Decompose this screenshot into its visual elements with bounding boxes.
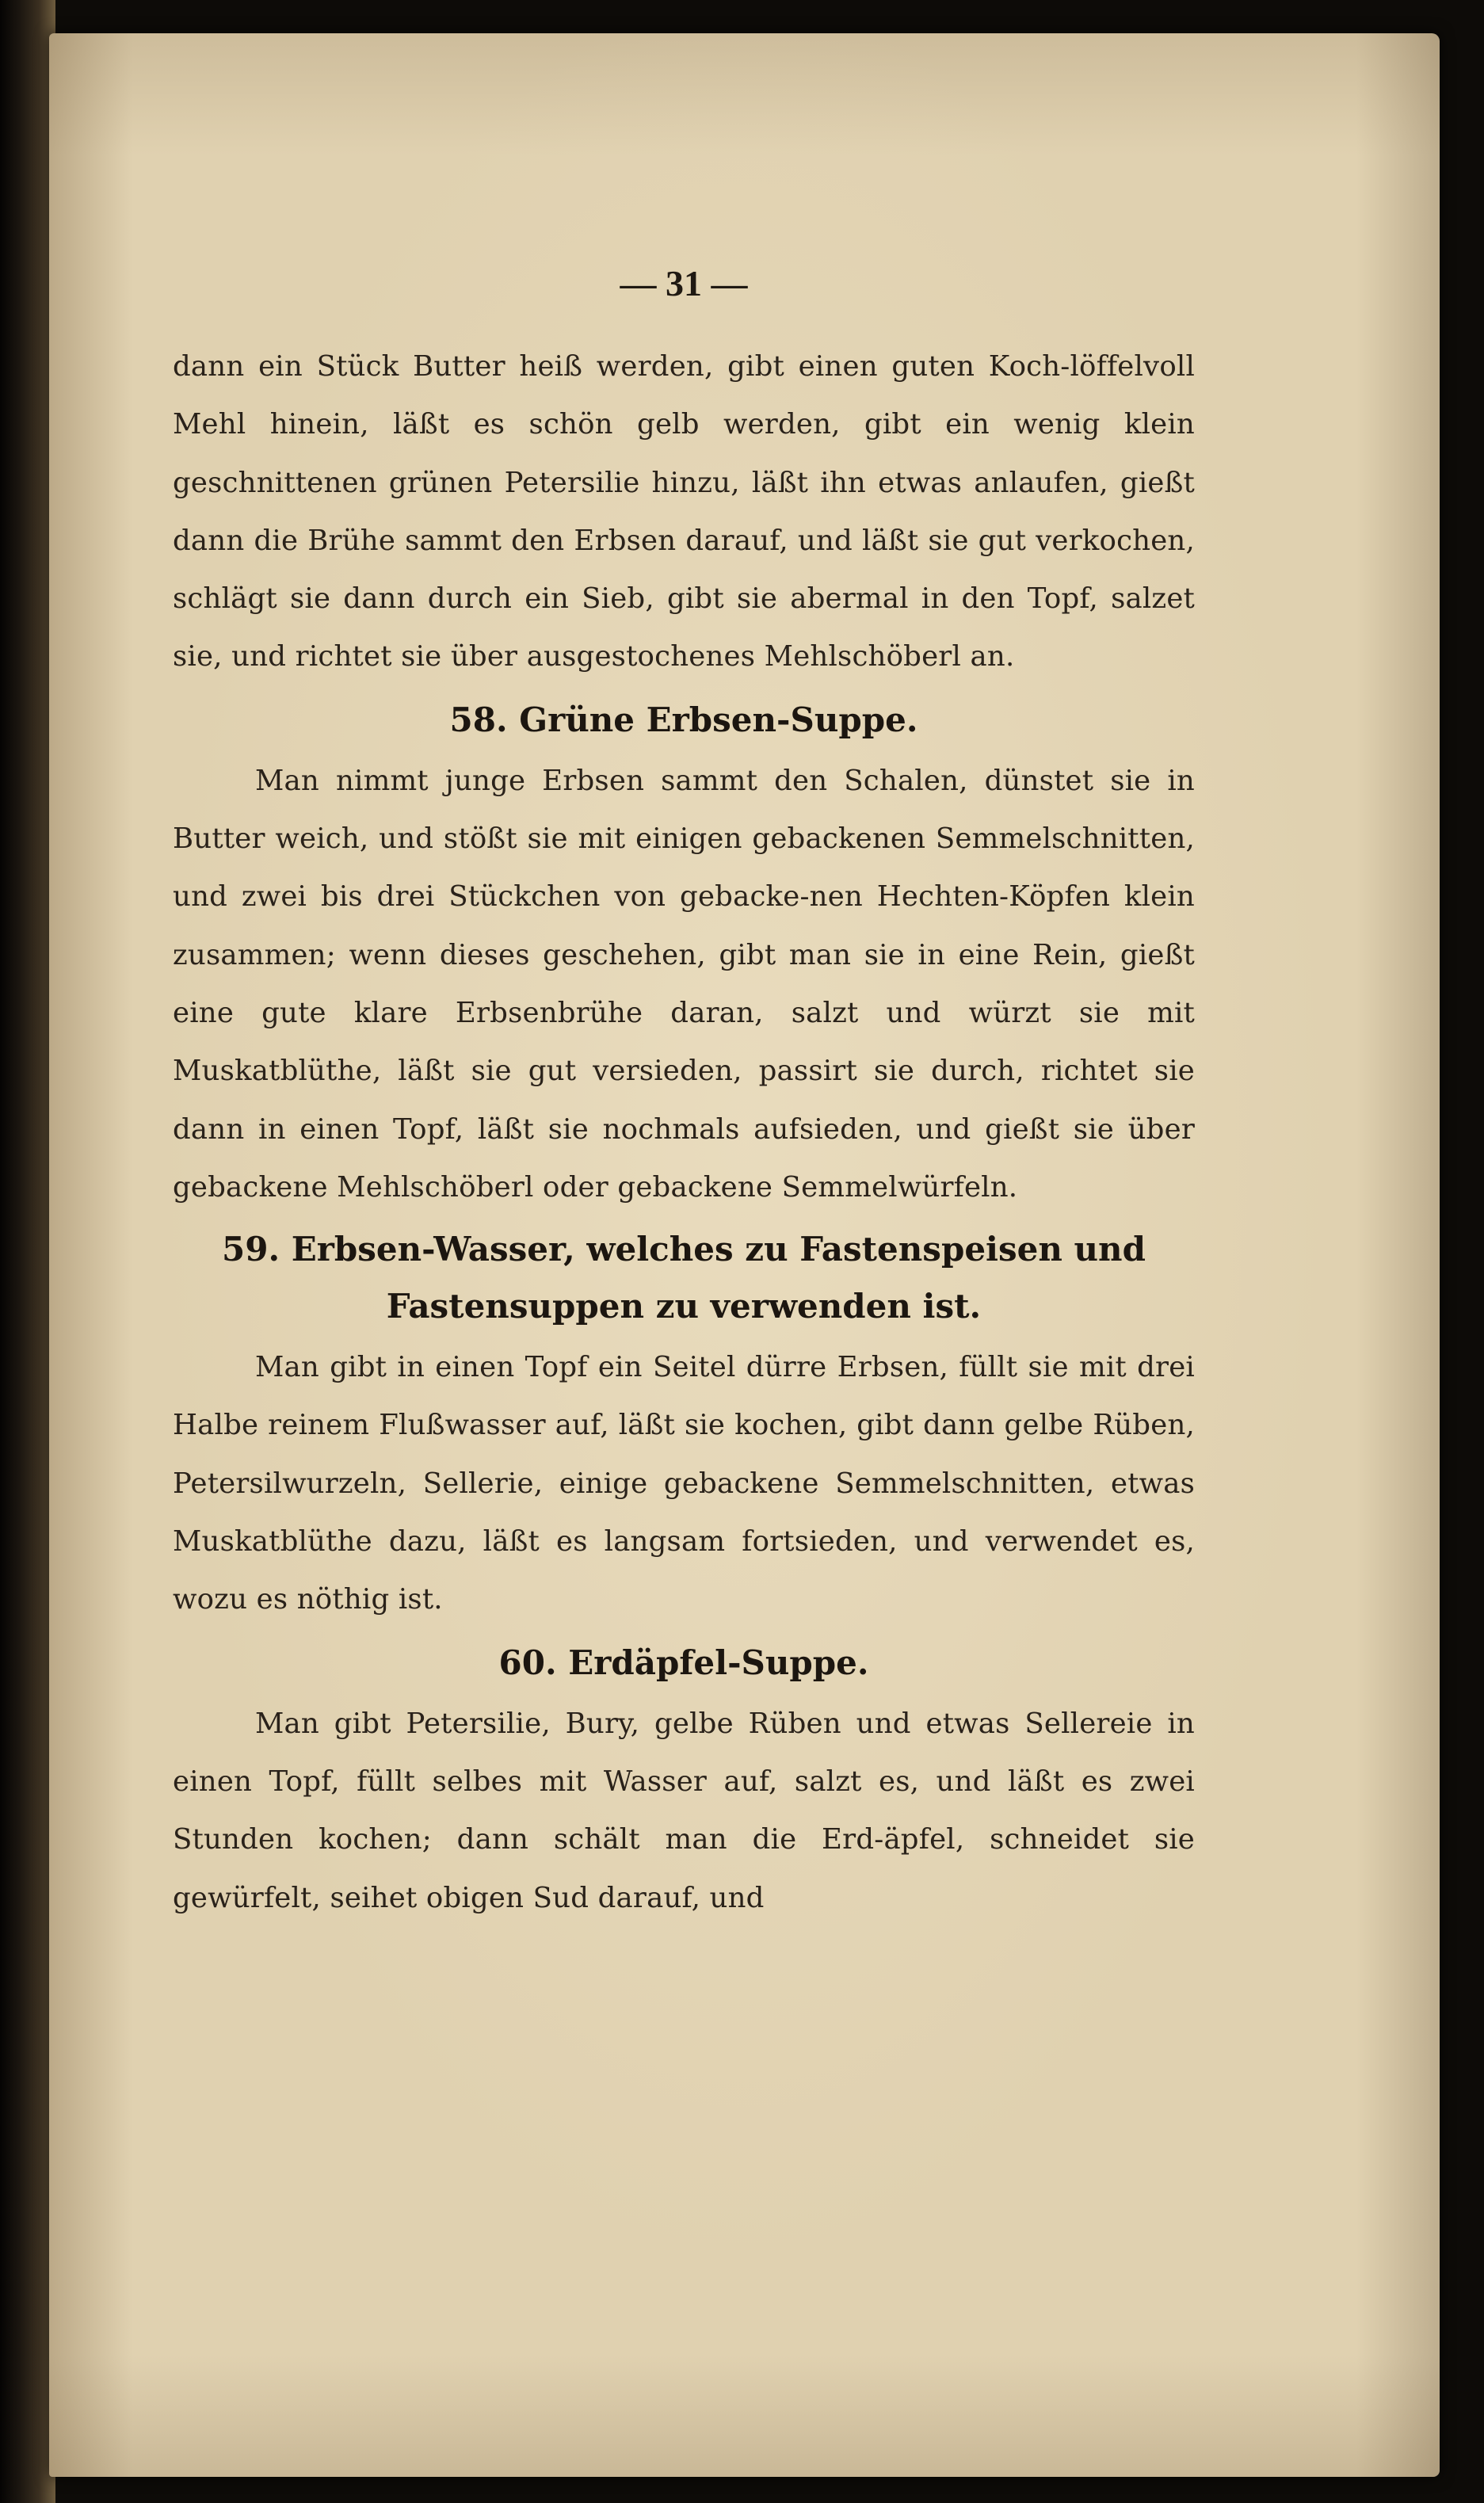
recipe-59-body: Man gibt in einen Topf ein Seitel dürre Erbsen, füllt sie mit drei Halbe reinem Flußwasser auf, läßt sie kochen, gibt dann gelbe Rüben, Petersilwurzeln, Sellerie, einige gebackene Semmelschnitten, etwas Muskatblüthe dazu, läßt es langsam fortsieden, und verwendet es, wozu es nöthig ist. bbox=[173, 1351, 1195, 1616]
page-text bbox=[173, 261, 1195, 1927]
page-number: — 31 — bbox=[620, 263, 748, 303]
recipe-59-heading bbox=[173, 1221, 1195, 1335]
recipe-59-heading-line1: 59. Erbsen-Wasser, welches zu Fastenspeisen und bbox=[222, 1230, 1146, 1269]
recipe-58-heading: 58. Grüne Erbsen-Suppe. bbox=[449, 700, 918, 739]
recipe-60-heading: 60. Erdäpfel-Suppe. bbox=[498, 1643, 869, 1682]
recipe-60-body: Man gibt Petersilie, Bury, gelbe Rüben und etwas Sellereie in einen Topf, füllt selbes mit Wasser auf, salzt es, und läßt es zwei Stunden kochen; dann schält man die Erd-äpfel, schneidet sie gewürfelt, seihet obigen Sud darauf, und bbox=[173, 1707, 1195, 1914]
continuation-paragraph: dann ein Stück Butter heiß werden, gibt einen guten Koch-löffelvoll Mehl hinein, läßt es schön gelb werden, gibt ein wenig klein geschnittenen grünen Petersilie hinzu, läßt ihn etwas anlaufen, gießt dann die Brühe sammt den Erbsen darauf, und läßt sie gut verkochen, schlägt sie dann durch ein Sieb, gibt sie abermal in den Topf, salzet sie, und richtet sie über ausgestochenes Mehlschöberl an. bbox=[173, 350, 1195, 673]
recipe-59-heading-line2: Fastensuppen zu verwenden ist. bbox=[386, 1287, 982, 1326]
book-spine bbox=[0, 0, 55, 2503]
recipe-58-body: Man nimmt junge Erbsen sammt den Schalen, dünstet sie in Butter weich, und stößt sie mit einigen gebackenen Semmelschnitten, und zwei bis drei Stückchen von gebacke-nen Hechten-Köpfen klein zusammen; wenn dieses geschehen, gibt man sie in eine Rein, gießt eine gute klare Erbsenbrühe daran, salzt und würzt sie mit Muskatblüthe, läßt sie gut versieden, passirt sie durch, richtet sie dann in einen Topf, läßt sie nochmals aufsieden, und gießt sie über gebackene Mehlschöberl oder gebackene Semmelwürfeln. bbox=[173, 764, 1195, 1204]
